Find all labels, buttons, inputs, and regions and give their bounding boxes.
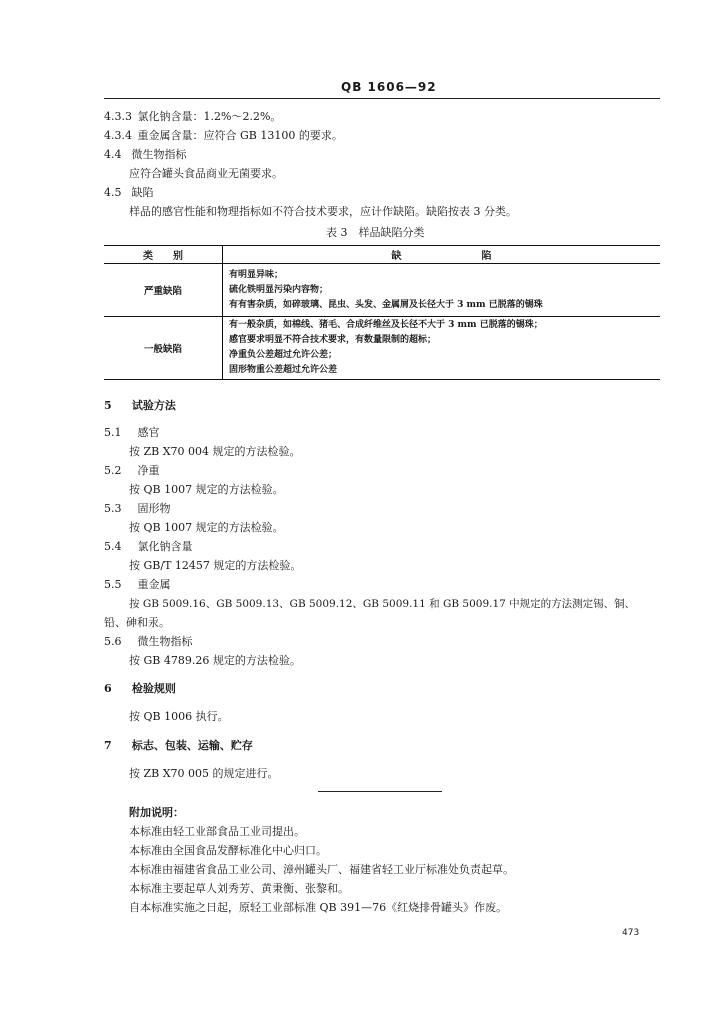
notes-separator bbox=[318, 791, 442, 792]
section-6-body bbox=[129, 710, 229, 724]
clause-text: 按 GB 4789.26 规定的方法检验。 bbox=[129, 654, 301, 667]
clause-5-5-body bbox=[129, 597, 635, 611]
clause-5-1 bbox=[104, 426, 160, 440]
clause-title: 感官 bbox=[137, 426, 160, 439]
clause-title: 微生物指标 bbox=[137, 635, 193, 648]
clause-title: 氯化钠含量 bbox=[137, 540, 193, 553]
category-label: 一般缺陷 bbox=[143, 344, 182, 355]
clause-5-6-body bbox=[129, 654, 301, 668]
clause-4-5-body bbox=[129, 205, 517, 219]
clause-4-5 bbox=[104, 186, 154, 200]
clause-4-3-3 bbox=[104, 110, 281, 124]
category-label: 严重缺陷 bbox=[143, 286, 182, 297]
clause-number: 5.1 bbox=[104, 426, 122, 439]
section-6-heading bbox=[104, 682, 176, 696]
defect-item: 感官要求明显不符合技术要求，有数量限制的超标； bbox=[229, 335, 437, 345]
clause-text: 微生物指标 bbox=[131, 148, 187, 161]
notes-line: 自本标准实施之日起，原轻工业部标准 QB 391—76《红烧排骨罐头》作废。 bbox=[129, 901, 508, 914]
clause-4-4 bbox=[104, 148, 187, 162]
section-7-body bbox=[129, 767, 279, 781]
standard-code: QB 1606—92 bbox=[341, 80, 437, 94]
clause-number: 5.5 bbox=[104, 578, 122, 591]
clause-5-6 bbox=[104, 635, 193, 649]
section-number: 5 bbox=[104, 399, 112, 412]
notes-line: 本标准主要起草人刘秀芳、黄秉衡、张黎和。 bbox=[129, 882, 349, 895]
clause-text: 按 GB/T 12457 规定的方法检验。 bbox=[129, 559, 302, 572]
clause-text: 按 ZB X70 005 的规定进行。 bbox=[129, 767, 279, 780]
clause-text: 氯化钠含量：1.2%～2.2%。 bbox=[137, 110, 282, 123]
notes-line: 本标准由全国食品发酵标准化中心归口。 bbox=[129, 844, 327, 857]
clause-text: 重金属含量：应符合 GB 13100 的要求。 bbox=[137, 129, 343, 142]
table-header-category: 类 别 bbox=[104, 246, 223, 264]
clause-text: 铅、砷和汞。 bbox=[104, 616, 170, 629]
clause-4-3-4 bbox=[104, 129, 343, 143]
defect-table bbox=[104, 245, 660, 380]
clause-text: 按 QB 1007 规定的方法检验。 bbox=[129, 521, 284, 534]
header-rule bbox=[104, 98, 660, 99]
clause-text: 应符合罐头食品商业无菌要求。 bbox=[129, 167, 283, 180]
notes-title: 附加说明： bbox=[129, 806, 184, 819]
clause-5-5-body-cont bbox=[104, 616, 170, 630]
defect-item: 有明显异味； bbox=[229, 269, 284, 280]
clause-5-5 bbox=[104, 578, 171, 592]
section-5-heading bbox=[104, 399, 176, 413]
clause-text: 缺陷 bbox=[131, 186, 154, 199]
clause-5-4-body bbox=[129, 559, 301, 573]
clause-title: 重金属 bbox=[137, 578, 171, 591]
table-row bbox=[104, 317, 660, 380]
clause-number: 5.6 bbox=[104, 635, 122, 648]
section-title: 检验规则 bbox=[131, 682, 176, 695]
defect-item: 固形物重公差超过允许公差 bbox=[229, 365, 338, 375]
clause-number: 5.2 bbox=[104, 464, 122, 477]
defect-item: 净重负公差超过允许公差； bbox=[229, 350, 338, 360]
table-row bbox=[104, 264, 660, 317]
clause-number: 5.4 bbox=[104, 540, 122, 553]
clause-5-2-body bbox=[129, 483, 284, 497]
clause-4-4-body bbox=[129, 167, 283, 181]
clause-5-3-body bbox=[129, 521, 284, 535]
section-number: 7 bbox=[104, 739, 112, 752]
clause-number: 4.5 bbox=[104, 186, 122, 199]
clause-number: 4.4 bbox=[104, 148, 122, 161]
notes-line: 本标准由轻工业部食品工业司提出。 bbox=[129, 825, 305, 838]
clause-number: 5.3 bbox=[104, 502, 122, 515]
clause-text: 按 ZB X70 004 规定的方法检验。 bbox=[129, 445, 301, 458]
clause-5-1-body bbox=[129, 445, 301, 459]
defect-item: 硫化铁明显污染内容物； bbox=[229, 284, 329, 295]
clause-text: 按 QB 1007 规定的方法检验。 bbox=[129, 483, 284, 496]
clause-5-4 bbox=[104, 540, 193, 554]
clause-title: 固形物 bbox=[137, 502, 171, 515]
page-number: 473 bbox=[622, 928, 640, 938]
section-title: 试验方法 bbox=[131, 399, 176, 412]
clause-number: 4.3.3 bbox=[104, 110, 132, 123]
clause-5-2 bbox=[104, 464, 160, 478]
table-header-defect: 缺 陷 bbox=[223, 246, 661, 264]
clause-number: 4.3.4 bbox=[104, 129, 132, 142]
section-7-heading bbox=[104, 739, 253, 753]
clause-5-3 bbox=[104, 502, 171, 516]
defect-item: 有一般杂质，如棉线、猪毛、合成纤维丝及长径不大于 3 mm 已脱落的锡珠； bbox=[229, 320, 543, 330]
clause-text: 按 GB 5009.16、GB 5009.13、GB 5009.12、GB 5009.11 和 GB 5009.17 中规定的方法测定锡、铜、 bbox=[129, 598, 636, 610]
notes-line: 本标准由福建省食品工业公司、漳州罐头厂、福建省轻工业厅标准处负责起草。 bbox=[129, 863, 514, 876]
clause-text: 样品的感官性能和物理指标如不符合技术要求，应计作缺陷。缺陷按表 3 分类。 bbox=[129, 205, 517, 218]
defect-item: 有有害杂质，如碎玻璃、昆虫、头发、金属屑及长径大于 3 mm 已脱落的锡珠 bbox=[229, 299, 543, 310]
clause-text: 按 QB 1006 执行。 bbox=[129, 710, 229, 723]
section-number: 6 bbox=[104, 682, 112, 695]
clause-title: 净重 bbox=[137, 464, 160, 477]
section-title: 标志、包装、运输、贮存 bbox=[131, 739, 253, 752]
table-caption: 表 3 样品缺陷分类 bbox=[326, 226, 425, 239]
